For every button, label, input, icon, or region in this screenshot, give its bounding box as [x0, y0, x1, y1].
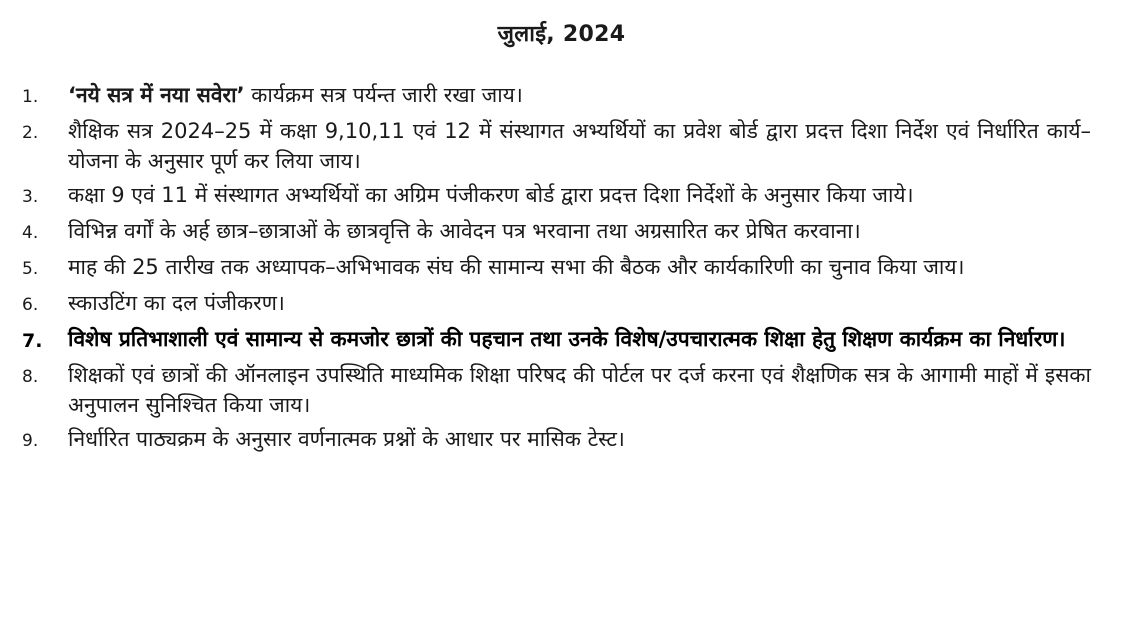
item-number: 1.: [22, 87, 39, 107]
item-text: माह की 25 तारीख तक अध्यापक–अभिभावक संघ की सामान्य सभा की बैठक और कार्यकारिणी का चुनाव किया जाय।: [68, 255, 965, 279]
item-lead-bold: ‘नये सत्र में नया सवेरा’: [68, 83, 245, 107]
list-item-9: [22, 424, 1101, 456]
list-item-2: [22, 116, 1101, 176]
item-text: कक्षा 9 एवं 11 में संस्थागत अभ्यर्थियों का अग्रिम पंजीकरण बोर्ड द्वारा प्रदत्त दिशा निर्देशों के अनुसार किया जाये।: [68, 183, 914, 207]
item-text: स्काउटिंग का दल पंजीकरण।: [68, 291, 285, 315]
item-text: विभिन्न वर्गों के अर्ह छात्र–छात्राओं के छात्रवृत्ति के आवेदन पत्र भरवाना तथा अग्रसारित कर प्रेषित करवाना।: [68, 219, 861, 243]
item-number: 6.: [22, 295, 39, 315]
list-item-4: [22, 216, 1101, 248]
item-number: 3.: [22, 187, 39, 207]
item-text-rest: कार्यक्रम सत्र पर्यन्त जारी रखा जाय।: [244, 83, 523, 107]
page-title: जुलाई, 2024: [497, 22, 626, 47]
item-number: 8.: [22, 367, 39, 387]
item-number: 5.: [22, 259, 39, 279]
list-item-5: [22, 252, 1101, 284]
item-text: विशेष प्रतिभाशाली एवं सामान्य से कमजोर छात्रों की पहचान तथा उनके विशेष/उपचारात्मक शिक्षा हेतु शिक्षण कार्यक्रम का निर्धारण।: [68, 327, 1066, 351]
item-text: [68, 80, 1101, 110]
item-number: 2.: [22, 123, 39, 143]
item-number: 9.: [22, 431, 39, 451]
list-item-8: [22, 360, 1101, 420]
item-number: 4.: [22, 223, 39, 243]
item-number: 7.: [22, 330, 43, 352]
item-text: शैक्षिक सत्र 2024–25 में कक्षा 9,10,11 एवं 12 में संस्थागत अभ्यर्थियों का प्रवेश बोर्ड द्वारा प्रदत्त दिशा निर्देश एवं निर्धारित कार्य–योजना के अनुसार पूर्ण कर लिया जाय।: [68, 119, 1091, 173]
list-item-1: [22, 80, 1101, 112]
activity-list: [22, 80, 1101, 456]
list-item-7: [22, 324, 1101, 356]
item-text: शिक्षकों एवं छात्रों की ऑनलाइन उपस्थिति माध्यमिक शिक्षा परिषद की पोर्टल पर दर्ज करना एवं शैक्षणिक सत्र के आगामी माहों में इसका अनुपालन सुनिश्चित किया जाय।: [68, 363, 1091, 417]
list-item-3: [22, 180, 1101, 212]
list-item-6: [22, 288, 1101, 320]
item-text: निर्धारित पाठ्यक्रम के अनुसार वर्णनात्मक प्रश्नों के आधार पर मासिक टेस्ट।: [68, 427, 625, 451]
